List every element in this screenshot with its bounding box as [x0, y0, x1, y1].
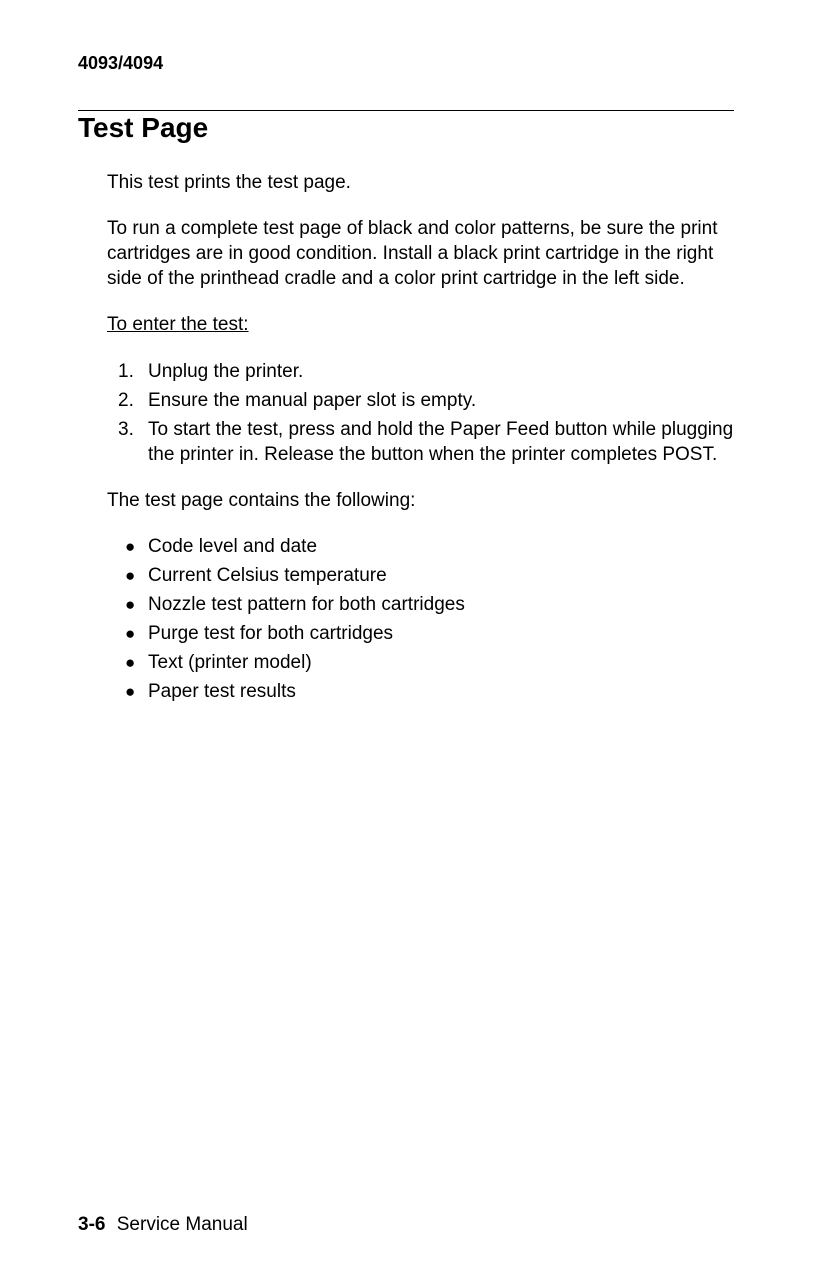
- list-item: [107, 534, 737, 559]
- page-footer: [78, 1213, 248, 1237]
- step-text: Ensure the manual paper slot is empty.: [148, 390, 477, 411]
- step-text: Unplug the printer.: [148, 361, 304, 382]
- list-item-text: Nozzle test pattern for both cartridges: [148, 594, 465, 615]
- manual-name: Service Manual: [116, 1214, 248, 1235]
- step-text: To start the test, press and hold the Paper Feed button while plugging the printer in. Release the button when the printer completes POST.: [148, 419, 734, 465]
- list-item-text: Current Celsius temperature: [148, 565, 387, 586]
- step-number: 1.: [118, 361, 134, 382]
- page-title: Test Page: [78, 112, 209, 143]
- list-item-text: Paper test results: [148, 681, 296, 702]
- list-item: [107, 650, 737, 675]
- bullet-icon: ●: [125, 682, 136, 701]
- list-item-text: Code level and date: [148, 536, 318, 557]
- list-item: [107, 592, 737, 617]
- contents-list: [107, 534, 737, 704]
- procedure-steps: [107, 359, 737, 467]
- list-item: [107, 563, 737, 588]
- model-number-header: 4093/4094: [78, 53, 164, 73]
- bullet-icon: ●: [125, 653, 136, 672]
- procedure-heading: To enter the test:: [107, 314, 249, 335]
- step-item: [107, 388, 737, 413]
- step-number: 3.: [118, 419, 134, 440]
- list-item-text: Text (printer model): [148, 652, 312, 673]
- step-number: 2.: [118, 390, 134, 411]
- step-item: [107, 359, 737, 384]
- step-item: [107, 417, 737, 467]
- list-item-text: Purge test for both cartridges: [148, 623, 394, 644]
- list-item: [107, 679, 737, 704]
- section-body: [107, 170, 737, 708]
- description-paragraph: To run a complete test page of black and color patterns, be sure the print cartridges are in good condition. Install a black print cartridge in the right side of the printhead cradle and a color print cartridge in the left side.: [107, 218, 718, 289]
- bullet-icon: ●: [125, 566, 136, 585]
- contents-intro: The test page contains the following:: [107, 490, 416, 511]
- bullet-icon: ●: [125, 624, 136, 643]
- bullet-icon: ●: [125, 595, 136, 614]
- page-number: 3-6: [78, 1214, 106, 1235]
- intro-paragraph: This test prints the test page.: [107, 172, 351, 193]
- list-item: [107, 621, 737, 646]
- bullet-icon: ●: [125, 537, 136, 556]
